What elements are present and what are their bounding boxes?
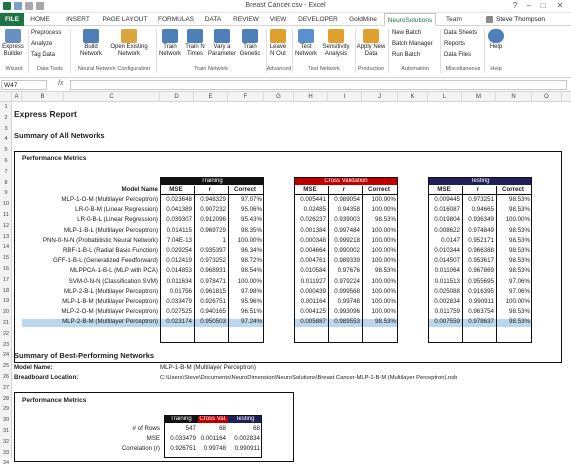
row-number[interactable]: 3 [4, 125, 8, 132]
group-label-advanced: Advanced [266, 66, 292, 72]
r-cell[interactable]: 0.952171 [468, 236, 494, 244]
group-label-test-network: Test Network [308, 66, 340, 72]
perf-metrics-label: Performance Metrics [22, 155, 87, 162]
row-number[interactable]: 28 [2, 395, 10, 402]
leave-n-out-icon [270, 29, 286, 43]
correct-cell[interactable]: 100.00% [371, 196, 396, 203]
best-cv-cell[interactable]: 0.001164 [200, 435, 226, 442]
tab-neurosolutions[interactable]: NeuroSolutions [384, 13, 436, 26]
help-icon[interactable]: ? [512, 1, 518, 10]
model-name-cell[interactable]: GFF-1-B-L (Generalized Feedforward) [53, 257, 158, 265]
col-m[interactable]: M [462, 92, 496, 102]
correct-cell[interactable]: 98.53% [509, 257, 530, 265]
mse-cell[interactable]: 0.004761 [300, 257, 326, 265]
express-builder-button[interactable]: Express Builder [2, 29, 24, 58]
r-cell[interactable]: 0.999568 [334, 287, 360, 295]
mse-cell[interactable]: 0.010344 [434, 247, 460, 254]
row-number[interactable]: 1 [4, 104, 8, 110]
correct-cell[interactable]: 95.96% [241, 298, 262, 305]
help-button[interactable]: Help [487, 29, 505, 51]
correct-cell[interactable]: 100.00% [371, 206, 396, 214]
best-row-label[interactable]: # of Rows [132, 425, 160, 432]
subcol-r[interactable]: r [208, 186, 212, 193]
best-training-cell[interactable]: 0.033479 [170, 435, 196, 442]
mse-cell[interactable]: 0.012419 [166, 257, 192, 265]
r-cell[interactable]: 0.955695 [468, 277, 494, 285]
name-box[interactable]: W47 [1, 80, 47, 90]
row-number[interactable]: 30 [2, 417, 10, 424]
r-cell[interactable]: 0.989553 [334, 318, 360, 326]
tab-home[interactable]: HOME [30, 16, 50, 23]
row-number[interactable]: 10 [2, 201, 10, 208]
formula-bar [0, 79, 571, 92]
row-number[interactable]: 19 [2, 298, 10, 305]
r-cell[interactable]: 0.912096 [200, 216, 226, 224]
r-cell[interactable]: 0.974849 [468, 226, 494, 234]
correct-cell[interactable]: 100.00% [371, 287, 396, 295]
mse-cell[interactable]: 0.025088 [434, 287, 460, 295]
col-d[interactable]: D [160, 92, 194, 102]
model-name-label: Model Name: [14, 364, 53, 371]
model-name-cell[interactable]: MLP-2-B-L (Multilayer Perceptron) [64, 287, 158, 295]
row-number[interactable]: 6 [4, 158, 8, 164]
summary-best-heading: Summary of Best-Performing Networks [14, 351, 155, 360]
correct-cell[interactable]: 98.53% [509, 267, 530, 275]
mse-cell[interactable]: 0.011927 [300, 277, 326, 285]
mse-cell[interactable]: 0.014853 [166, 267, 192, 275]
mse-cell[interactable]: 0.011759 [434, 308, 460, 316]
maximize-icon[interactable]: □ [540, 1, 546, 10]
mse-cell[interactable]: 0.014115 [166, 226, 192, 234]
formula-input[interactable] [70, 80, 567, 90]
train-n-times-icon [187, 29, 203, 43]
tab-data[interactable]: DATA [204, 16, 222, 23]
mse-cell[interactable]: 0.004125 [300, 308, 326, 316]
correct-cell[interactable]: 100.00% [371, 277, 396, 285]
correct-cell[interactable]: 98.53% [509, 226, 530, 234]
data-files-menu[interactable]: Data Files [444, 52, 472, 58]
best-row-label[interactable]: MSE [146, 435, 160, 442]
r-cell[interactable]: 0.989054 [334, 196, 360, 203]
r-cell[interactable]: 0.963754 [468, 308, 494, 316]
mse-cell[interactable]: 0.001384 [300, 226, 326, 234]
fx-icon[interactable]: fx [58, 80, 64, 87]
train-genetic-icon [242, 29, 258, 43]
r-cell[interactable]: 0.990911 [468, 298, 494, 305]
group-label-automation: Automation [401, 66, 429, 72]
r-cell[interactable]: 0.966388 [468, 247, 494, 254]
close-icon[interactable]: ✕ [556, 1, 564, 10]
correct-cell[interactable]: 98.53% [375, 216, 396, 224]
r-cell[interactable]: 0.916395 [468, 287, 494, 295]
tab-team[interactable]: Team [446, 16, 462, 23]
correct-cell[interactable]: 97.24% [241, 318, 262, 326]
best-training-header: Training [164, 415, 198, 423]
help-circle-icon [488, 29, 504, 43]
correct-cell[interactable]: 98.53% [509, 236, 530, 244]
r-cell[interactable]: 0.989339 [334, 257, 360, 265]
best-testing-cell[interactable]: 68 [253, 425, 260, 432]
r-cell[interactable]: 0.993096 [334, 308, 360, 316]
best-training-cell[interactable]: 0.926751 [170, 445, 196, 452]
sensitivity-icon [328, 29, 344, 43]
subcol-mse[interactable]: MSE [303, 186, 317, 193]
col-a[interactable]: A [12, 92, 22, 102]
tab-insert[interactable]: INSERT [66, 16, 90, 23]
row-number[interactable]: 13 [2, 233, 10, 240]
r-cell[interactable]: 0.990002 [334, 247, 360, 254]
r-cell[interactable]: 0.926751 [200, 298, 226, 305]
best-training-cell[interactable]: 547 [185, 425, 196, 432]
tab-developer[interactable]: DEVELOPER [298, 16, 338, 23]
ribbon-tabs [0, 13, 571, 26]
report-title: Express Report [14, 109, 77, 119]
mse-cell[interactable]: 0.023648 [166, 196, 192, 203]
r-cell[interactable]: 0.94358 [337, 206, 360, 214]
mse-cell[interactable]: 0.023174 [166, 318, 192, 326]
row-number[interactable]: 7 [4, 168, 8, 175]
row-number[interactable]: 31 [2, 428, 10, 434]
correct-cell[interactable]: 97.06% [509, 277, 530, 285]
mse-cell[interactable]: 0.041389 [166, 206, 192, 214]
mse-cell[interactable]: 0.011634 [166, 277, 192, 285]
express-builder-icon [5, 29, 21, 43]
summary-all-heading: Summary of All Networks [14, 131, 105, 140]
row-number[interactable]: 17 [2, 276, 10, 283]
train-network-icon [162, 29, 178, 43]
r-cell[interactable]: 0.999218 [334, 236, 360, 244]
r-cell[interactable]: 0.940165 [200, 308, 226, 316]
build-network-icon [83, 29, 99, 43]
mse-cell[interactable]: 0.005441 [300, 196, 326, 203]
col-e[interactable]: E [194, 92, 228, 102]
best-testing-cell[interactable]: 0.990911 [234, 445, 260, 452]
model-name-cell[interactable]: RBF-1-B-L (Radial Basis Function) [62, 247, 158, 254]
correct-cell[interactable]: 100.00% [237, 236, 262, 244]
correct-cell[interactable]: 97.06% [509, 287, 530, 295]
best-row-label[interactable]: Correlation (r) [121, 445, 160, 452]
r-cell[interactable]: 0.961815 [200, 287, 226, 295]
mse-cell[interactable]: 0.019804 [434, 216, 460, 224]
mse-cell[interactable]: 0.016087 [434, 206, 460, 214]
group-label-production: Production [357, 66, 385, 72]
correct-cell[interactable]: 100.00% [371, 298, 396, 305]
col-h[interactable]: H [294, 92, 328, 102]
subcol-r[interactable]: r [342, 186, 346, 193]
correct-cell[interactable]: 98.72% [241, 257, 262, 265]
row-number[interactable]: 23 [2, 341, 10, 348]
title-bar [0, 0, 571, 13]
correct-cell[interactable]: 100.00% [371, 226, 396, 234]
mse-cell[interactable]: 0.000348 [300, 236, 326, 244]
row-number[interactable]: 9 [4, 190, 8, 197]
correct-cell[interactable]: 98.53% [375, 267, 396, 275]
row-number[interactable]: 5 [4, 147, 8, 154]
new-batch-button[interactable]: New Batch [392, 30, 422, 36]
reports-menu[interactable]: Reports [444, 41, 466, 47]
mse-cell[interactable]: 0.000439 [300, 287, 326, 295]
r-cell[interactable]: 0.967869 [468, 267, 494, 275]
correct-cell[interactable]: 98.53% [509, 308, 530, 316]
model-name-cell[interactable]: LR-0-B-L (Linear Regression) [77, 216, 158, 224]
group-label-data-tools: Data Tools [37, 66, 63, 72]
tab-file[interactable]: FILE [0, 13, 24, 26]
row-number[interactable]: 32 [2, 438, 10, 445]
mse-cell[interactable]: 0.011513 [434, 277, 460, 285]
training-header: Training [160, 177, 264, 185]
correct-cell[interactable]: 96.51% [241, 308, 262, 316]
preprocess-menu[interactable]: Preprocess [31, 30, 62, 36]
tag-data-menu[interactable]: Tag Data [31, 52, 56, 58]
col-j[interactable]: J [362, 92, 398, 102]
tab-review[interactable]: REVIEW [233, 16, 259, 23]
row-number[interactable]: 15 [2, 255, 10, 262]
col-f[interactable]: F [228, 92, 264, 102]
row-number[interactable]: 27 [2, 384, 10, 391]
model-name-header[interactable]: Model Name [121, 186, 158, 193]
row-number[interactable]: 14 [2, 244, 10, 251]
model-name-cell[interactable]: LR-0-B-M (Linear Regression) [75, 206, 158, 214]
col-l[interactable]: L [428, 92, 462, 102]
correct-cell[interactable]: 100.00% [371, 257, 396, 265]
breadboard-value[interactable]: C:\Users\Steve\Documents\NeuroDimension\NeuroSolutions\Breast Cancer-MLP-1-B-M (Multilayer Perceptron).nsb [160, 375, 458, 381]
mse-cell[interactable]: 0.010584 [300, 267, 326, 275]
correct-cell[interactable]: 97.07% [241, 196, 262, 203]
group-label-nn-config: Neural Network Configuration [77, 66, 151, 72]
mse-cell[interactable]: 0.026237 [300, 216, 326, 224]
model-name-cell[interactable]: MLP-2-B-M (Multilayer Perceptron) [62, 318, 158, 326]
row-number[interactable]: 11 [3, 212, 9, 218]
mse-cell[interactable]: 0.007559 [434, 318, 460, 326]
train-n-times-button[interactable]: Train N Times [184, 29, 206, 58]
mse-cell[interactable]: 0.005887 [300, 318, 326, 326]
sensitivity-analysis-button[interactable]: Sensitivity Analysis [320, 29, 352, 58]
row-number[interactable]: 12 [2, 222, 10, 229]
correct-cell[interactable]: 97.98% [241, 287, 262, 295]
r-cell[interactable]: 0.907232 [200, 206, 226, 214]
correct-cell[interactable]: 100.00% [505, 216, 530, 224]
r-cell[interactable]: 0.939003 [334, 216, 360, 224]
training-header-rule [160, 194, 264, 195]
train-network-button[interactable]: Train Network [158, 29, 182, 58]
cross-validation-header: Cross Validation [294, 177, 398, 185]
best-cv-header: Cross Val. [199, 416, 227, 422]
row-header [0, 102, 12, 466]
row-number[interactable]: 16 [2, 266, 10, 272]
mse-cell[interactable]: 0.004664 [300, 247, 326, 254]
best-cv-cell[interactable]: 0.99748 [203, 445, 226, 452]
correct-cell[interactable]: 100.00% [371, 308, 396, 316]
correct-cell[interactable]: 98.35% [241, 226, 262, 234]
open-folder-icon [121, 29, 137, 43]
correct-cell[interactable]: 100.00% [371, 236, 396, 244]
train-genetic-button[interactable]: Train Genetic [238, 29, 262, 58]
col-g[interactable]: G [264, 92, 294, 102]
r-cell[interactable]: 0.948329 [200, 196, 226, 203]
correct-cell[interactable]: 98.53% [375, 318, 396, 326]
r-cell[interactable]: 0.978471 [200, 277, 226, 285]
mse-cell[interactable]: 0.0147 [441, 236, 460, 244]
mse-cell[interactable]: 0.008622 [434, 226, 460, 234]
mse-cell[interactable]: 0.001164 [300, 298, 326, 305]
mse-cell[interactable]: 0.039307 [166, 216, 192, 224]
r-cell[interactable]: 0.969729 [200, 226, 226, 234]
r-cell[interactable]: 0.97676 [337, 267, 360, 275]
model-name-cell[interactable]: PNN-0-N-N (Probabilistic Neural Network) [42, 236, 158, 244]
vary-parameter-icon [214, 29, 230, 43]
row-number[interactable]: 26 [2, 374, 10, 380]
correct-cell[interactable]: 98.53% [509, 196, 530, 203]
subcol-correct[interactable]: Correct [233, 186, 256, 193]
build-network-button[interactable]: Build Network [76, 29, 106, 58]
r-cell[interactable]: 1 [222, 236, 226, 244]
correct-cell[interactable]: 98.53% [509, 206, 530, 214]
row-number[interactable]: 34 [2, 460, 10, 466]
open-existing-network-button[interactable]: Open Existing Network [108, 29, 150, 58]
group-label-wizard: Wizard [5, 66, 23, 72]
row-number[interactable]: 22 [2, 330, 10, 337]
mse-cell[interactable]: 0.029254 [166, 247, 192, 254]
data-sheets-menu[interactable]: Data Sheets [444, 30, 478, 36]
window-title: Breast Cancer.csv - Excel [245, 2, 326, 9]
r-cell[interactable]: 0.935397 [200, 247, 226, 254]
subcol-r[interactable]: r [476, 186, 480, 193]
best-cv-cell[interactable]: 68 [219, 425, 226, 432]
r-cell[interactable]: 0.94665 [471, 206, 494, 214]
apply-new-data-icon [363, 29, 379, 43]
avatar [486, 16, 493, 23]
ribbon [0, 26, 571, 78]
mse-cell[interactable]: 0.02485 [303, 206, 326, 214]
model-name-cell[interactable]: MLPPCA-1-B-L (MLP with PCA) [69, 267, 158, 275]
cv-header-rule [294, 194, 398, 195]
tab-formulas[interactable]: FORMULAS [158, 16, 195, 23]
row-number[interactable]: 20 [2, 309, 10, 316]
correct-cell[interactable]: 98.53% [509, 247, 530, 254]
mse-cell[interactable]: 0.002834 [434, 298, 460, 305]
row-number[interactable]: 33 [2, 449, 10, 456]
correct-cell[interactable]: 100.00% [505, 298, 530, 305]
testing-header: Testing [428, 177, 532, 185]
correct-cell[interactable]: 95.43% [241, 216, 262, 224]
row-number[interactable]: 29 [2, 406, 10, 413]
test-network-icon [298, 29, 314, 43]
col-b[interactable]: B [22, 92, 64, 102]
model-name-cell[interactable]: MLP-1-O-M (Multilayer Perceptron) [61, 196, 158, 203]
r-cell[interactable]: 0.979224 [334, 277, 360, 285]
r-cell[interactable]: 0.968931 [200, 267, 226, 275]
analyze-menu[interactable]: Analyze [31, 41, 53, 47]
subcol-correct[interactable]: Correct [367, 186, 390, 193]
tab-goldmine[interactable]: GoldMine [349, 16, 377, 23]
r-cell[interactable]: 0.973252 [200, 257, 226, 265]
model-name-cell[interactable]: SVM-0-N-N (Classification SVM) [68, 277, 158, 285]
perf-metrics-label-2: Performance Metrics [22, 397, 87, 404]
correct-cell[interactable]: 95.06% [241, 206, 262, 214]
col-k[interactable]: K [398, 92, 428, 102]
col-n[interactable]: N [496, 92, 532, 102]
user-name[interactable]: Steve Thompson [496, 16, 546, 23]
r-cell[interactable]: 0.997484 [334, 226, 360, 234]
row-number[interactable]: 2 [4, 114, 8, 121]
leave-n-out-button[interactable]: Leave N Out [268, 29, 288, 58]
row-number[interactable]: 8 [4, 179, 8, 186]
apply-new-data-button[interactable]: Apply New Data [356, 29, 386, 58]
mse-cell[interactable]: 7.04E-13 [166, 236, 192, 244]
mse-cell[interactable]: 0.01756 [169, 287, 192, 295]
r-cell[interactable]: 0.950503 [200, 318, 226, 326]
model-name-value[interactable]: MLP-1-B-M (Multilayer Perceptron) [160, 364, 256, 371]
r-cell[interactable]: 0.978637 [468, 318, 494, 326]
group-label-help: Help [490, 66, 502, 72]
mse-cell[interactable]: 0.011064 [434, 267, 460, 275]
row-number[interactable]: 24 [2, 352, 10, 359]
row-number[interactable]: 18 [2, 287, 10, 294]
col-c[interactable]: C [64, 92, 160, 102]
correct-cell[interactable]: 98.54% [241, 267, 262, 275]
correct-cell[interactable]: 100.00% [237, 277, 262, 285]
vary-parameter-button[interactable]: Vary a Parameter [208, 29, 236, 58]
correct-cell[interactable]: 100.00% [371, 247, 396, 254]
row-number[interactable]: 21 [2, 320, 10, 326]
correct-cell[interactable]: 98.53% [509, 318, 530, 326]
group-label-train-network: Train Network [193, 66, 229, 72]
mse-cell[interactable]: 0.033479 [166, 298, 192, 305]
row-number[interactable]: 25 [2, 363, 10, 370]
r-cell[interactable]: 0.936349 [468, 216, 494, 224]
subcol-correct[interactable]: Correct [501, 186, 524, 193]
column-header [0, 92, 571, 102]
breadboard-label: Breadboard Location: [14, 374, 79, 381]
r-cell[interactable]: 0.953617 [468, 257, 494, 265]
model-name-cell[interactable]: MLP-1-B-M (Multilayer Perceptron) [62, 298, 158, 305]
testing-header-rule [428, 194, 532, 195]
tab-view[interactable]: VIEW [269, 16, 287, 23]
r-cell[interactable]: 0.973251 [468, 196, 494, 203]
best-testing-cell[interactable]: 0.002834 [234, 435, 260, 442]
col-i[interactable]: I [328, 92, 362, 102]
minimize-icon[interactable]: – [526, 1, 532, 10]
mse-cell[interactable]: 0.014507 [434, 257, 460, 265]
mse-cell[interactable]: 0.027525 [166, 308, 192, 316]
r-cell[interactable]: 0.99748 [337, 298, 360, 305]
correct-cell[interactable]: 96.34% [241, 247, 262, 254]
test-network-button[interactable]: Test Network [294, 29, 318, 58]
batch-manager-menu[interactable]: Batch Manager [392, 41, 433, 47]
best-testing-header: Testing [228, 415, 262, 423]
model-name-cell[interactable]: MLP-1-B-L (Multilayer Perceptron) [64, 226, 158, 234]
run-batch-menu[interactable]: Run Batch [392, 52, 421, 58]
subcol-mse[interactable]: MSE [169, 186, 183, 193]
model-name-cell[interactable]: MLP-2-O-M (Multilayer Perceptron) [61, 308, 158, 316]
mse-cell[interactable]: 0.009445 [434, 196, 460, 203]
group-label-misc: Miscellaneous [445, 66, 481, 72]
row-number[interactable]: 4 [4, 136, 8, 143]
col-o[interactable]: O [532, 92, 562, 102]
tab-page-layout[interactable]: PAGE LAYOUT [102, 16, 148, 23]
subcol-mse[interactable]: MSE [437, 186, 451, 193]
